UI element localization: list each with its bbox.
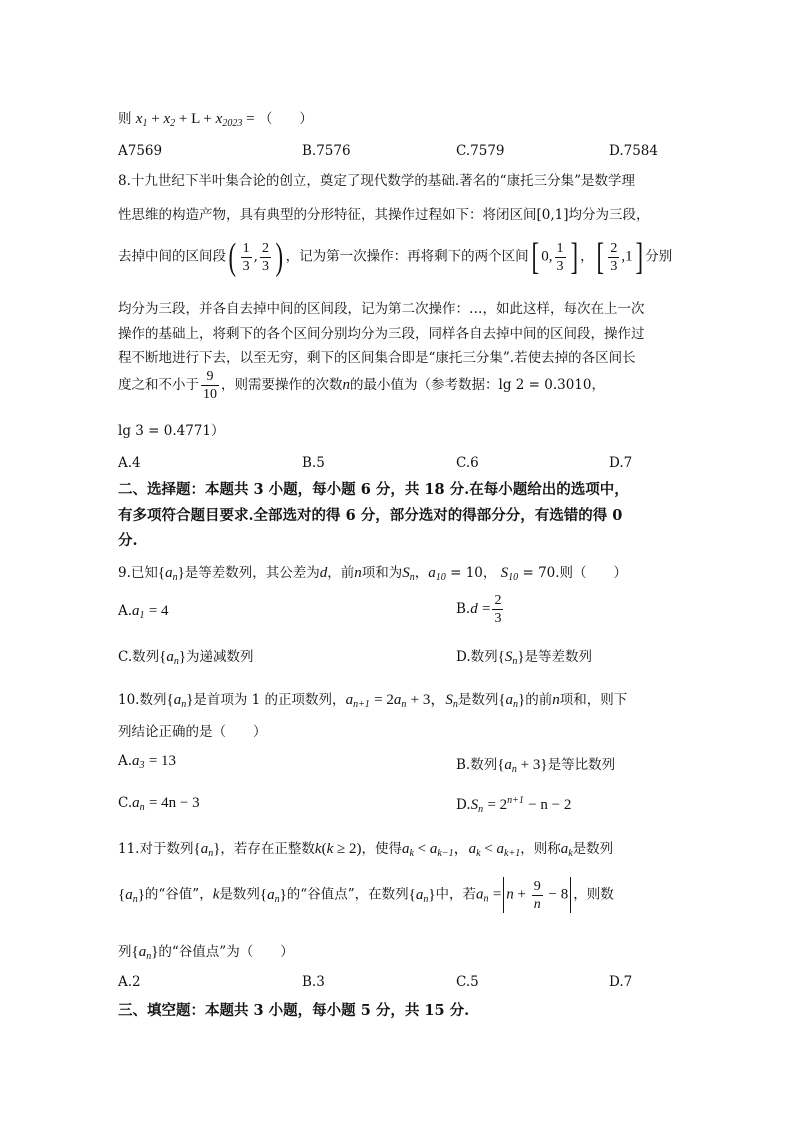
q7-option-b: B.7576	[302, 143, 351, 159]
q8-option-b: B.5	[302, 455, 325, 471]
q11-option-b: B.3	[302, 974, 325, 990]
q8-line-6: 程不断地进行下去，以至无穷，剩下的区间集合即是“康托三分集”.若使去掉的各区间长	[118, 350, 636, 366]
q8-line-7: 度之和不小于 $\frac{9}{10}$ ，则需要操作的次数n的最小值为（参考数据：lg 2 = 0.3010，	[118, 369, 605, 402]
q10-option-a: $A.a_3 = 13$	[118, 753, 177, 771]
q8-line-1: 8.十九世纪下半叶集合论的创立，奠定了现代数学的基础.著名的“康托三分集”是数学理	[118, 173, 635, 189]
section-2-heading-line-3: 分.	[118, 532, 138, 549]
section-2-heading-line-1: 二、选择题：本题共 3 小题，每小题 6 分，共 18 分.在每小题给出的选项中，	[118, 481, 629, 498]
q8-option-c: C.6	[456, 455, 479, 471]
q10-stem-line-2: 列结论正确的是（ ）	[118, 724, 267, 740]
section-3-heading: 三、填空题：本题共 3 小题，每小题 5 分，共 15 分.	[118, 1002, 470, 1019]
q11-option-d: D.7	[609, 974, 633, 990]
q11-option-c: C.5	[456, 974, 479, 990]
q7-option-c: C.7579	[456, 143, 505, 159]
q7-option-d: D.7584	[609, 143, 658, 159]
q7-sum-formula: $x_1 + x_2 + L + x_{2023}$ =	[135, 111, 255, 129]
q7-option-a: A7569	[118, 143, 163, 159]
q8-line-4: 均分为三段，并各自去掉中间的区间段，记为第二次操作：…，如此这样，每次在上一次	[118, 301, 645, 317]
q11-stem-line-1: 11.对于数列$\{a_n\}$，若存在正整数k(k ≥ 2)，使得$a_k < a_{k-1}$，$a_k < a_{k+1}$，则称$a_k$是数列	[118, 841, 614, 859]
q9-option-b: B.d = $\frac{2}{3}$	[456, 593, 502, 626]
q8-line-2: 性思维的构造产物，具有典型的分形特征，其操作过程如下：将闭区间[0,1]均分为三段，	[118, 207, 650, 223]
q7-stem: 则 $x_1 + x_2 + L + x_{2023}$ = （ ）	[118, 111, 313, 129]
q11-option-a: A.2	[118, 974, 141, 990]
q10-option-d: $D.S_n = 2^{n+1} - n - 2$	[456, 795, 572, 815]
q10-stem-line-1: 10.数列$\{a_n\}$是首项为 1 的正项数列，$a_{n+1} = 2a_n + 3$，$S_n$是数列$\{a_n\}$的前n项和，则下	[118, 692, 628, 710]
q10-option-b: B.数列$\{a_n + 3\}$是等比数列	[456, 757, 616, 775]
q8-line-3: 去掉中间的区间段( $\frac{1}{3}$ , $\frac{2}{3}$ ) ，记为第一次操作：再将剩下的两个区间[ 0, $\frac{1}{3}$ ] ，[ $\frac{2}{3}$ ,1] 分别	[118, 236, 673, 278]
q9-option-a: $A.a_1 = 4$	[118, 603, 169, 621]
q8-option-d: D.7	[609, 455, 633, 471]
section-2-heading-line-2: 有多项符合题目要求.全部选对的得 6 分，部分选对的得部分分，有选错的得 0	[118, 507, 623, 524]
q11-stem-line-2: $\{a_n\}$的“谷值”，k是数列$\{a_n\}$的“谷值点”，在数列$\{a_n\}$中，若$a_n = n$ + $\frac{9}{n}$ − 8 ，则数	[118, 878, 614, 912]
q8-line-8: lg 3 = 0.4771）	[118, 423, 225, 439]
q11-stem-line-3: 列$\{a_n\}$的“谷值点”为（ ）	[118, 944, 294, 962]
q9-option-c: C.数列$\{a_n\}$为递减数列	[118, 649, 254, 667]
q9-stem: 9.已知$\{a_n\}$是等差数列，其公差为d，前n项和为$S_n$，$a_{10} = 10$， $S_{10} = 70$.则（ ）	[118, 565, 628, 583]
q8-line-5: 操作的基础上，将剩下的各个区间分别均分为三段，同样各自去掉中间的区间段，操作过	[118, 326, 645, 342]
q9-option-d: D.数列$\{S_n\}$是等差数列	[456, 649, 593, 667]
q10-option-c: $C.a_n = 4n - 3$	[118, 795, 200, 813]
q8-option-a: A.4	[118, 455, 141, 471]
